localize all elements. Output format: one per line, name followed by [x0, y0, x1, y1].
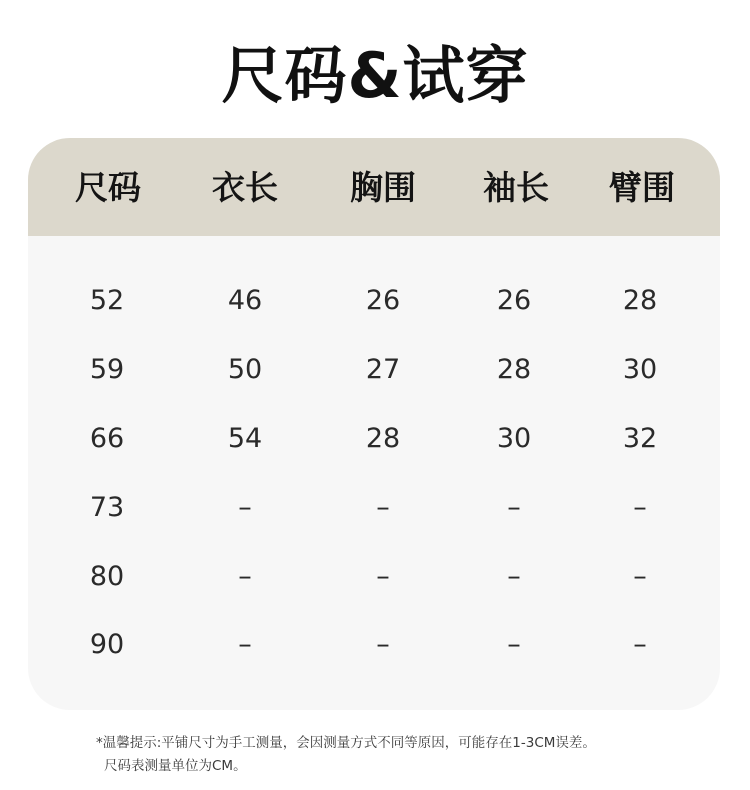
table-cell: 32: [622, 423, 658, 454]
table-cell: –: [507, 492, 521, 523]
table-cell: –: [376, 629, 390, 660]
table-cell: 28: [365, 423, 401, 454]
header-sleeve: 袖长: [483, 168, 549, 207]
table-cell: 26: [496, 285, 532, 316]
table-row: [28, 284, 720, 324]
unit-note: 尺码表测量单位为CM。: [104, 758, 247, 774]
table-header: [28, 138, 720, 236]
size-table: [28, 138, 720, 710]
table-cell: 54: [227, 423, 263, 454]
table-cell: –: [507, 561, 521, 592]
page-title: 尺码&试穿: [221, 39, 529, 112]
table-cell: 30: [622, 354, 658, 385]
table-cell: 80: [89, 561, 125, 592]
table-cell: 26: [365, 285, 401, 316]
table-cell: –: [633, 492, 647, 523]
table-cell: 59: [89, 354, 125, 385]
measurement-note: *温馨提示:平铺尺寸为手工测量，会因测量方式不同等原因，可能存在1-3CM误差。: [96, 735, 596, 751]
table-row: [28, 353, 720, 393]
table-cell: –: [376, 492, 390, 523]
table-cell: 28: [622, 285, 658, 316]
table-cell: 28: [496, 354, 532, 385]
header-chest: 胸围: [350, 168, 416, 207]
table-cell: –: [507, 629, 521, 660]
table-row: [28, 422, 720, 462]
table-row: [28, 491, 720, 531]
header-length: 衣长: [212, 168, 278, 207]
table-row: [28, 628, 720, 668]
header-arm: 臂围: [609, 168, 675, 207]
table-cell: 52: [89, 285, 125, 316]
table-cell: –: [238, 561, 252, 592]
table-row: [28, 560, 720, 600]
table-cell: 27: [365, 354, 401, 385]
table-cell: –: [376, 561, 390, 592]
header-size: 尺码: [75, 168, 141, 207]
table-cell: –: [633, 561, 647, 592]
table-cell: 73: [89, 492, 125, 523]
table-cell: 30: [496, 423, 532, 454]
table-cell: 90: [89, 629, 125, 660]
table-cell: 50: [227, 354, 263, 385]
table-cell: –: [633, 629, 647, 660]
table-cell: 46: [227, 285, 263, 316]
table-cell: 66: [89, 423, 125, 454]
table-cell: –: [238, 629, 252, 660]
table-cell: –: [238, 492, 252, 523]
